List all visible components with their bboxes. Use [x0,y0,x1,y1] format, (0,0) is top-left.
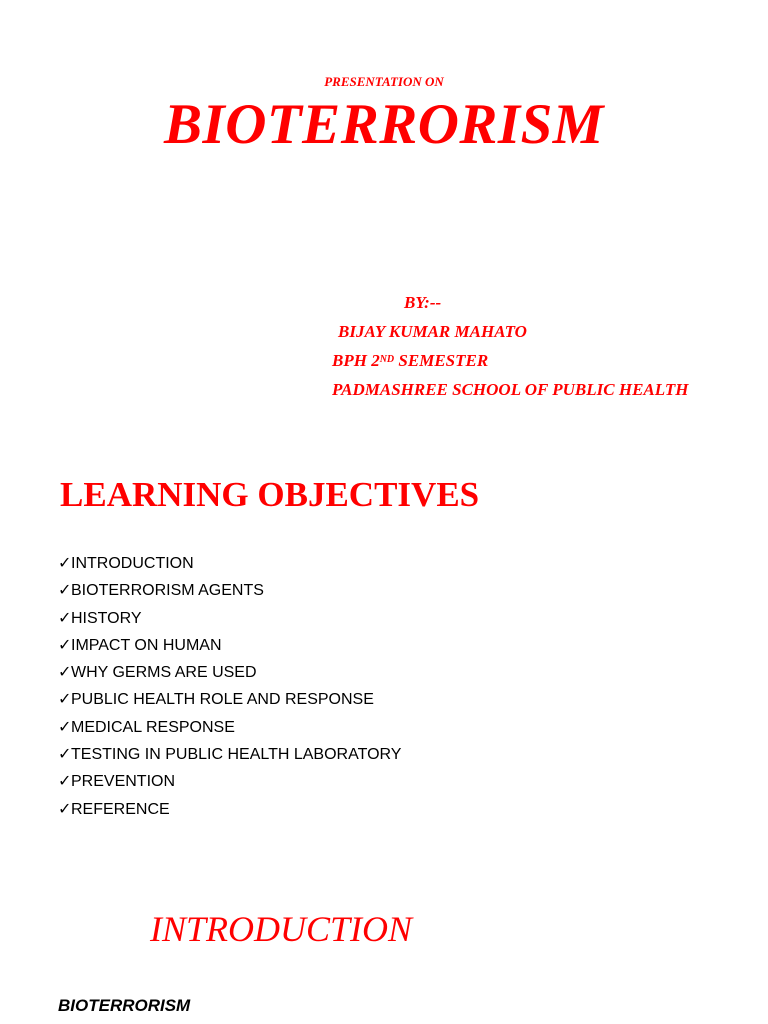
author-block [332,288,688,404]
list-item-label: BIOTERRORISM AGENTS [71,582,264,600]
list-item [58,714,401,741]
list-item [58,550,401,577]
checkmark-icon: ✓ [58,773,72,791]
checkmark-icon: ✓ [58,664,72,682]
checkmark-icon: ✓ [58,691,72,709]
checkmark-icon: ✓ [58,582,72,600]
author-name: BIJAY KUMAR MAHATO [338,322,527,341]
list-item-label: MEDICAL RESPONSE [71,718,235,736]
program-prefix: BPH 2 [332,351,380,370]
list-item [58,686,401,713]
checkmark-icon: ✓ [58,636,72,654]
introduction-subheading: BIOTERRORISM [58,996,191,1015]
list-item-label: HISTORY [71,609,142,627]
list-item-label: PREVENTION [71,773,176,791]
list-item-label: INTRODUCTION [71,555,194,572]
list-item [58,768,401,795]
author-school: PADMASHREE SCHOOL OF PUBLIC HEALTH [332,380,689,399]
checkmark-icon: ✓ [58,609,72,627]
list-item [58,741,401,768]
list-item-label: PUBLIC HEALTH ROLE AND RESPONSE [71,691,374,709]
presentation-pre-title: PRESENTATION ON [324,74,444,89]
checkmark-icon: ✓ [58,746,72,764]
author-program [332,346,688,375]
list-item-label: WHY GERMS ARE USED [71,664,257,682]
program-ordinal-suffix: ND [379,354,395,365]
introduction-heading: INTRODUCTION [150,909,413,949]
checkmark-icon: ✓ [58,800,72,818]
list-item-label: IMPACT ON HUMAN [71,636,222,654]
learning-objectives-heading: LEARNING OBJECTIVES [60,475,480,514]
by-label: BY:-- [404,293,442,312]
list-item [58,605,401,632]
objectives-list [58,550,401,823]
checkmark-icon: ✓ [58,718,72,736]
list-item [58,796,401,823]
program-rest: SEMESTER [394,351,489,370]
checkmark-icon: ✓ [58,555,72,572]
list-item-label: TESTING IN PUBLIC HEALTH LABORATORY [71,746,402,764]
presentation-title: BIOTERRORISM [164,93,604,156]
list-item [58,632,401,659]
list-item [58,659,401,686]
list-item-label: REFERENCE [71,800,170,818]
list-item [58,577,401,604]
